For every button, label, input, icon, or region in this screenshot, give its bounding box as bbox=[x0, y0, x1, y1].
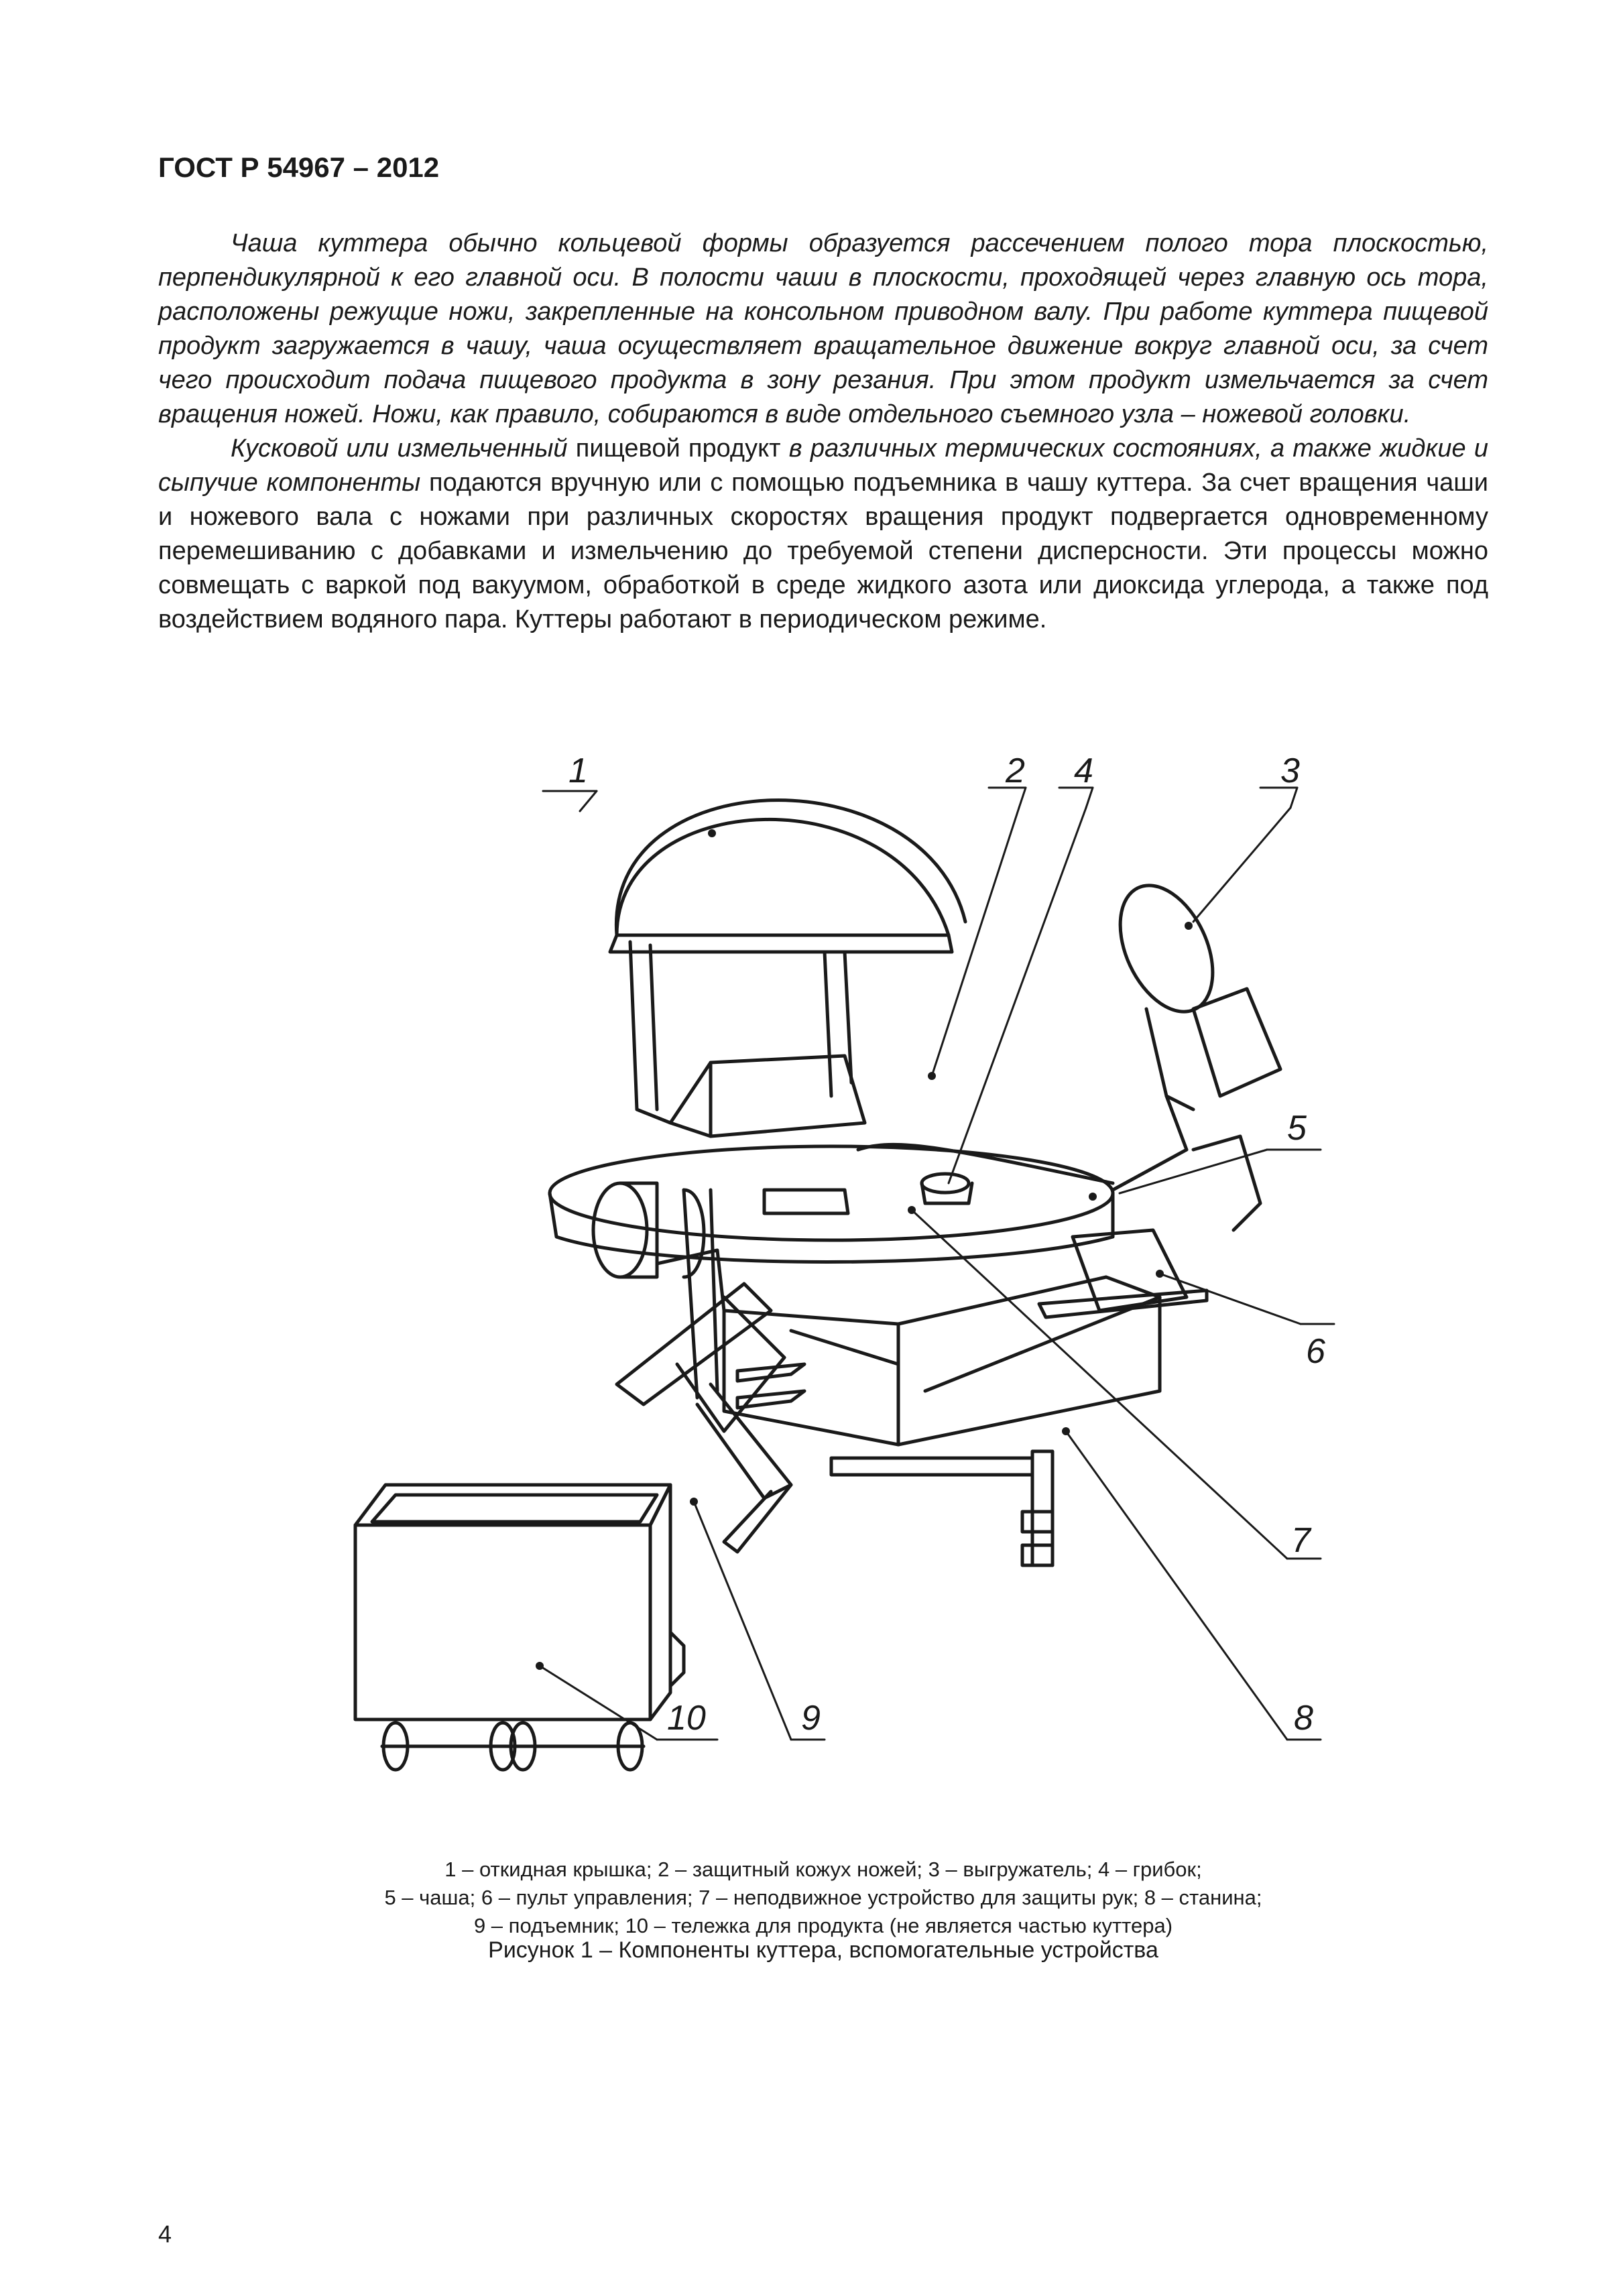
label-bowl: 5 bbox=[1287, 1109, 1307, 1148]
label-unloader: 3 bbox=[1280, 751, 1300, 790]
paragraph-1 bbox=[158, 227, 1488, 432]
label-frame: 8 bbox=[1294, 1699, 1313, 1738]
lid-drawing bbox=[610, 800, 965, 1123]
body-text bbox=[158, 227, 1488, 637]
figure-title: Рисунок 1 – Компоненты куттера, вспомогательные устройства bbox=[488, 1937, 1158, 1963]
label-cart: 10 bbox=[667, 1699, 706, 1738]
paragraph-2-text-a: пищевой продукт bbox=[567, 434, 789, 463]
control-panel-drawing bbox=[1039, 1230, 1207, 1317]
legend-line-2: 5 – чаша; 6 – пульт управления; 7 – неподвижное устройство для защиты рук; 8 – станина; bbox=[384, 1886, 1262, 1909]
label-knife-cover: 2 bbox=[1006, 751, 1025, 790]
paragraph-2-italic-b: в различных термических состояниях, а также жидкие и сыпучие компоненты bbox=[158, 434, 1488, 497]
label-mushroom: 4 bbox=[1074, 751, 1093, 790]
legend-line-3: 9 – подъемник; 10 – тележка для продукта (не является частью куттера) bbox=[473, 1914, 1173, 1937]
page-number: 4 bbox=[158, 2220, 172, 2248]
figure-legend bbox=[158, 1856, 1488, 1940]
cutter-figure bbox=[322, 721, 1341, 1783]
label-lid: 1 bbox=[568, 751, 588, 790]
label-control-panel: 6 bbox=[1306, 1332, 1325, 1371]
frame-drawing bbox=[657, 1250, 1160, 1565]
label-lift: 9 bbox=[801, 1699, 821, 1738]
cutter-drawing bbox=[322, 721, 1341, 1783]
paragraph-2-text-b: подаются вручную или с помощью подъемника в чашу куттера. За счет вращения чаши и ножевого вала с ножами при различных скоростях вращения продукт подвергается одновременному перемешиванию с добавками и измельчению до требуемой степени дисперсности. Эти процессы можно совмещать с варкой под вакуумом, обработкой в среде жидкого азота или диоксида углерода, а также под воздействием водяного пара. Куттеры работают в периодическом режиме. bbox=[158, 469, 1488, 633]
paragraph-1-text: Чаша куттера обычно кольцевой формы образуется рассечением полого тора плоскостью, перпендикулярной к его главной оси. В полости чаши в плоскости, проходящей через главную ось тора, расположены режущие ножи, закрепленные на консольном приводном валу. При работе куттера пищевой продукт загружается в чашу, чаша осуществляет вращательное движение вокруг главной оси, за счет чего происходит подача пищевого продукта в зону резания. При этом продукт измельчается за счет вращения ножей. Ножи, как правило, собираются в виде отдельного съемного узла – ножевой головки. bbox=[158, 229, 1488, 428]
legend-line-1: 1 – откидная крышка; 2 – защитный кожух ножей; 3 – выгружатель; 4 – грибок; bbox=[444, 1858, 1202, 1881]
paragraph-2 bbox=[158, 432, 1488, 637]
cart-drawing bbox=[355, 1485, 684, 1770]
paragraph-2-italic-a: Кусковой или измельченный bbox=[231, 434, 568, 463]
pointer-dots bbox=[536, 829, 1193, 1670]
label-hand-guard: 7 bbox=[1291, 1521, 1311, 1560]
document-header: ГОСТ Р 54967 – 2012 bbox=[158, 152, 440, 183]
